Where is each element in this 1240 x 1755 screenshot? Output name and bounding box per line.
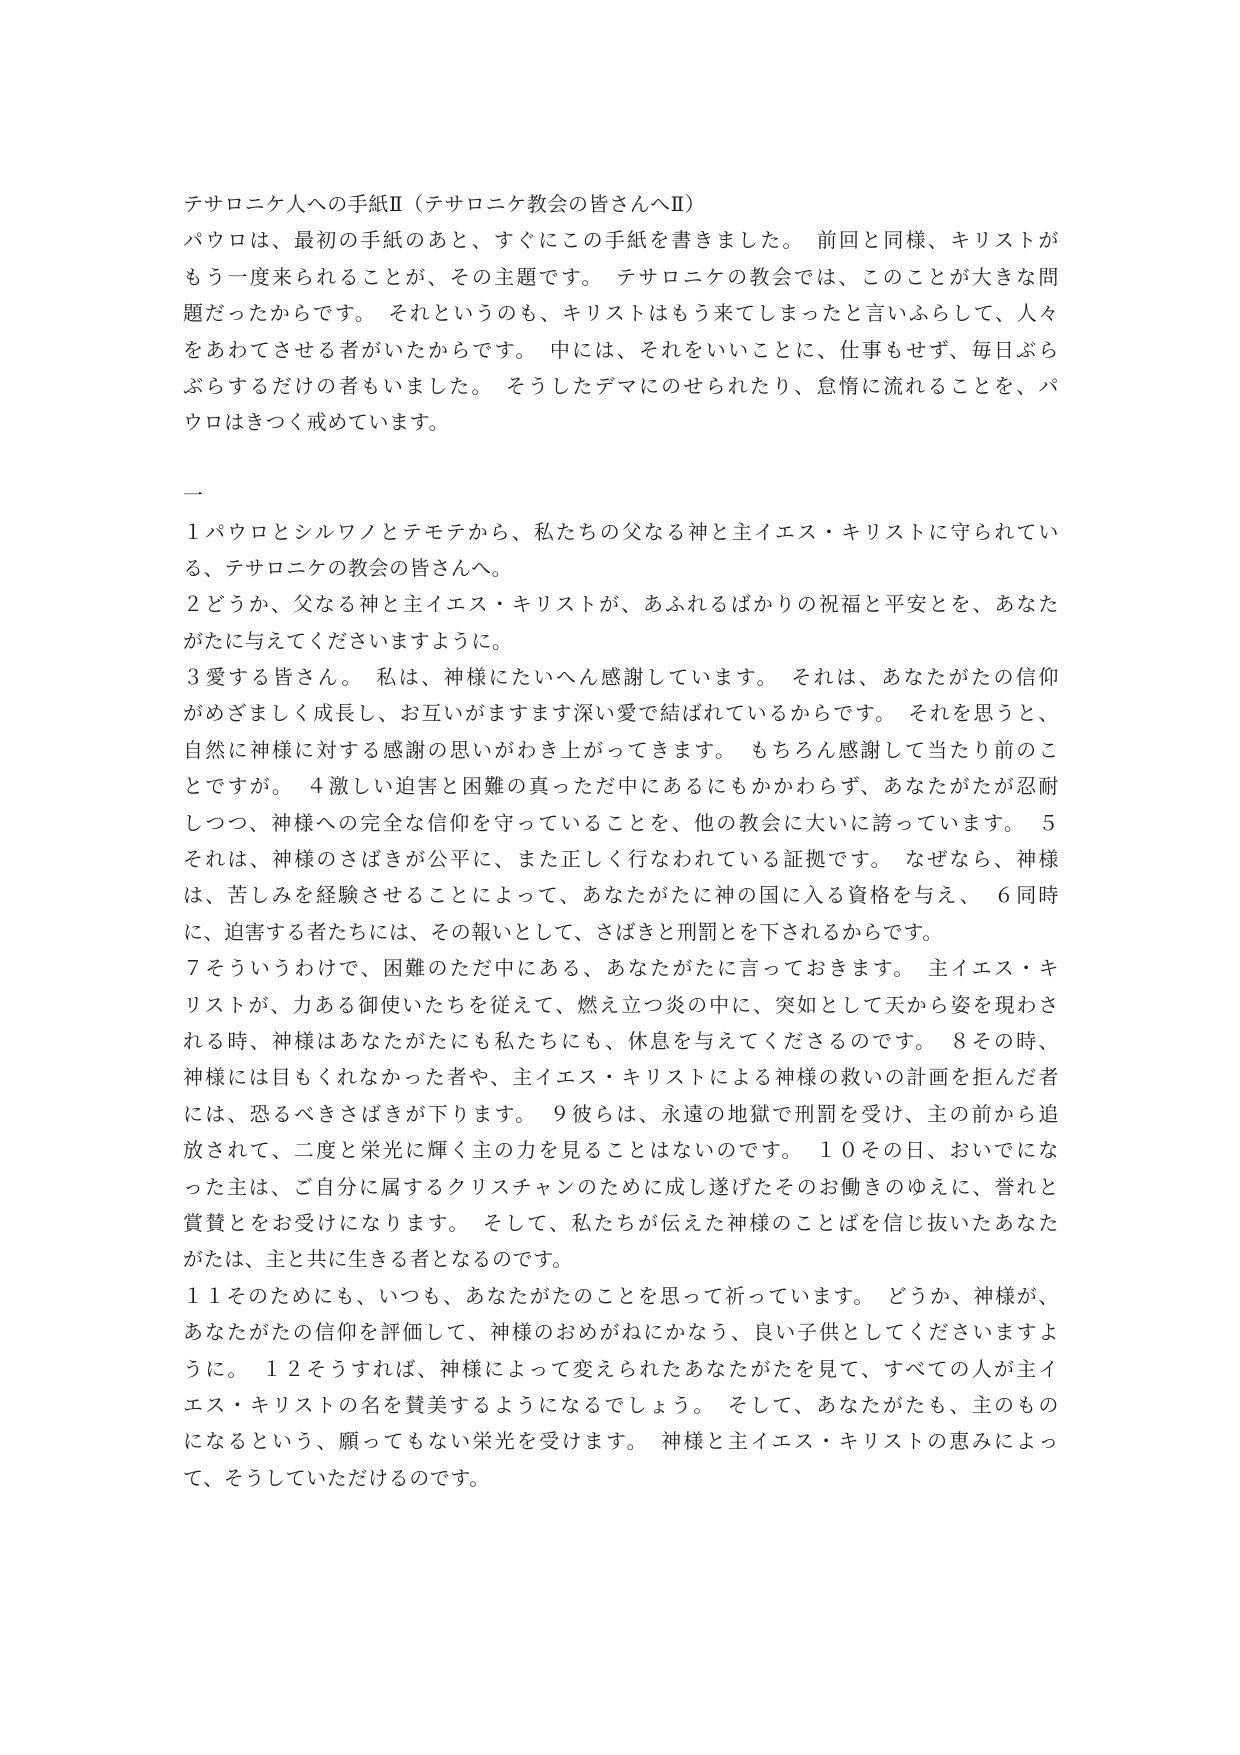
body-line: る、テサロニケの教会の皆さんへ。	[183, 555, 513, 580]
spacer	[183, 441, 1059, 477]
body-line: がたは、主と共に生きる者となるのです。	[183, 1247, 573, 1272]
body-line: て、そうしていただけるのです。	[183, 1465, 490, 1490]
body-line: ２どうか、父なる神と主イエス・キリストが、あふれるばかりの祝福と平安とを、あなた	[183, 592, 1059, 617]
body-line: になるという、願ってもない栄光を受けます。 神様と主イエス・キリストの恵みによっ	[183, 1429, 1059, 1454]
body-line: ３愛する皆さん。 私は、神様にたいへん感謝しています。 それは、あなたがたの信仰	[183, 665, 1059, 690]
intro-line: ウロはきつく戒めています。	[183, 410, 450, 435]
body-line: った主は、ご自分に属するクリスチャンのために成し遂げたそのお働きのゆえに、誉れと	[183, 1174, 1059, 1199]
body-line: 放されて、二度と栄光に輝く主の力を見ることはないのです。 １０その日、おいでにな	[183, 1138, 1059, 1163]
body-line: がたに与えてくださいますように。	[183, 628, 513, 653]
body-line: １１そのためにも、いつも、あなたがたのことを思って祈っています。 どうか、神様が、	[183, 1283, 1059, 1308]
body-line: 神様には目もくれなかった者や、主イエス・キリストによる神様の救いの計画を拒んだ者	[183, 1065, 1059, 1090]
body-line: には、恐るべきさばきが下ります。 ９彼らは、永遠の地獄で刑罰を受け、主の前から追	[183, 1101, 1059, 1126]
document-title: テサロニケ人への手紙Ⅱ（テサロニケ教会の皆さんへⅡ）	[183, 192, 706, 216]
body-line: それは、神様のさばきが公平に、また正しく行なわれている証拠です。 なぜなら、神様	[183, 847, 1059, 872]
body-line: １パウロとシルワノとテモテから、私たちの父なる神と主イエス・キリストに守られてい	[183, 519, 1059, 544]
body-line: 賞賛とをお受けになります。 そして、私たちが伝えた神様のことばを信じ抜いたあなた	[183, 1210, 1059, 1235]
body-line: がめざましく成長し、お互いがますます深い愛で結ばれているからです。 それを思うと、	[183, 701, 1059, 726]
intro-line: をあわてさせる者がいたからです。 中には、それをいいことに、仕事もせず、毎日ぶら	[183, 337, 1059, 362]
intro-line: 題だったからです。 それというのも、キリストはもう来てしまったと言いふらして、人々	[183, 301, 1059, 326]
body-line: しつつ、神様への完全な信仰を守っていることを、他の教会に大いに誇っています。 ５	[183, 810, 1059, 835]
body-line: とですが。 ４激しい迫害と困難の真っただ中にあるにもかかわらず、あなたがたが忍耐	[183, 774, 1059, 799]
body-text	[183, 514, 1059, 1497]
body-line: あなたがたの信仰を評価して、神様のおめがねにかなう、良い子供としてくださいますよ	[183, 1320, 1059, 1345]
body-line: エス・キリストの名を賛美するようになるでしょう。 そして、あなたがたも、主のもの	[183, 1392, 1059, 1417]
intro-line: もう一度来られることが、その主題です。 テサロニケの教会では、このことが大きな問	[183, 264, 1059, 289]
document-content	[183, 186, 1059, 1496]
body-line: は、苦しみを経験させることによって、あなたがたに神の国に入る資格を与え、 ６同時	[183, 883, 1059, 908]
intro-paragraph	[183, 222, 1059, 440]
section-marker: 一	[183, 483, 204, 508]
body-line: うに。 １２そうすれば、神様によって変えられたあなたがたを見て、すべての人が主イ	[183, 1356, 1059, 1381]
body-line: れる時、神様はあなたがたにも私たちにも、休息を与えてくださるのです。 ８その時、	[183, 1028, 1059, 1053]
body-line: ７そういうわけで、困難のただ中にある、あなたがたに言っておきます。 主イエス・キ	[183, 956, 1059, 981]
body-line: 自然に神様に対する感謝の思いがわき上がってきます。 もちろん感謝して当たり前のこ	[183, 737, 1059, 762]
intro-line: パウロは、最初の手紙のあと、すぐにこの手紙を書きました。 前回と同様、キリストが	[183, 228, 1059, 253]
body-line: に、迫害する者たちには、その報いとして、さばきと刑罰とを下されるからです。	[183, 919, 943, 944]
intro-line: ぶらするだけの者もいました。 そうしたデマにのせられたり、怠惰に流れることを、パ	[183, 373, 1059, 398]
body-line: リストが、力ある御使いたちを従えて、燃え立つ炎の中に、突如として天から姿を現わさ	[183, 992, 1059, 1017]
